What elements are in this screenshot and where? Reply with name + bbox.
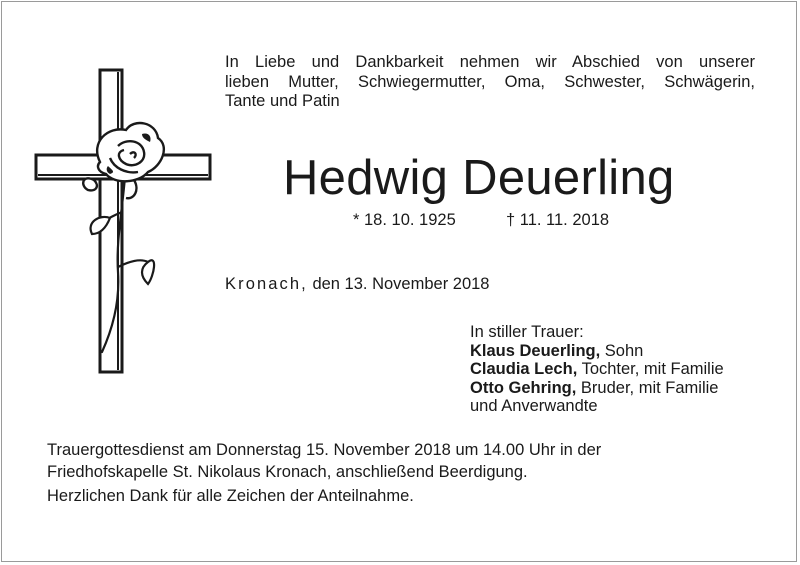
- deceased-name: Hedwig Deuerling: [283, 151, 675, 205]
- intro-text: [225, 53, 755, 112]
- mourners-heading: In stiller Trauer:: [470, 323, 584, 341]
- thanks-text: Herzlichen Dank für alle Zeichen der Anteilnahme.: [47, 487, 414, 505]
- death-date: † 11. 11. 2018: [506, 211, 610, 229]
- service-line: Trauergottesdienst am Donnerstag 15. November 2018 um 14.00 Uhr in der: [47, 441, 602, 459]
- mourner-name: Claudia Lech,: [470, 360, 578, 378]
- mourner-entry: [470, 360, 770, 379]
- notice-date: den 13. November 2018: [312, 275, 490, 293]
- mourner-entry: [470, 342, 770, 361]
- birth-date: * 18. 10. 1925: [353, 211, 456, 229]
- service-line: Friedhofskapelle St. Nikolaus Kronach, anschließend Beerdigung.: [47, 463, 528, 481]
- place-and-date: [225, 274, 489, 294]
- mourner-entry: [470, 379, 770, 398]
- funeral-service-info: [47, 439, 767, 483]
- cross-with-rose-icon: [30, 62, 220, 382]
- intro-line: lieben Mutter, Schwiegermutter, Oma, Schwester, Schwägerin,: [225, 72, 755, 91]
- mourner-relation: Bruder, mit Familie: [576, 378, 719, 397]
- mourner-relation: Sohn: [600, 341, 644, 360]
- place-city: Kronach,: [225, 275, 308, 293]
- intro-line: Tante und Patin: [225, 92, 340, 110]
- mourner-name: Otto Gehring,: [470, 378, 577, 397]
- mourner-name: Klaus Deuerling,: [470, 341, 601, 360]
- intro-line: In Liebe und Dankbarkeit nehmen wir Abschied von unserer: [225, 53, 755, 71]
- mourners-list: [470, 323, 770, 416]
- mourner-relation: Tochter, mit Familie: [577, 360, 724, 378]
- mourners-closing: und Anverwandte: [470, 397, 598, 415]
